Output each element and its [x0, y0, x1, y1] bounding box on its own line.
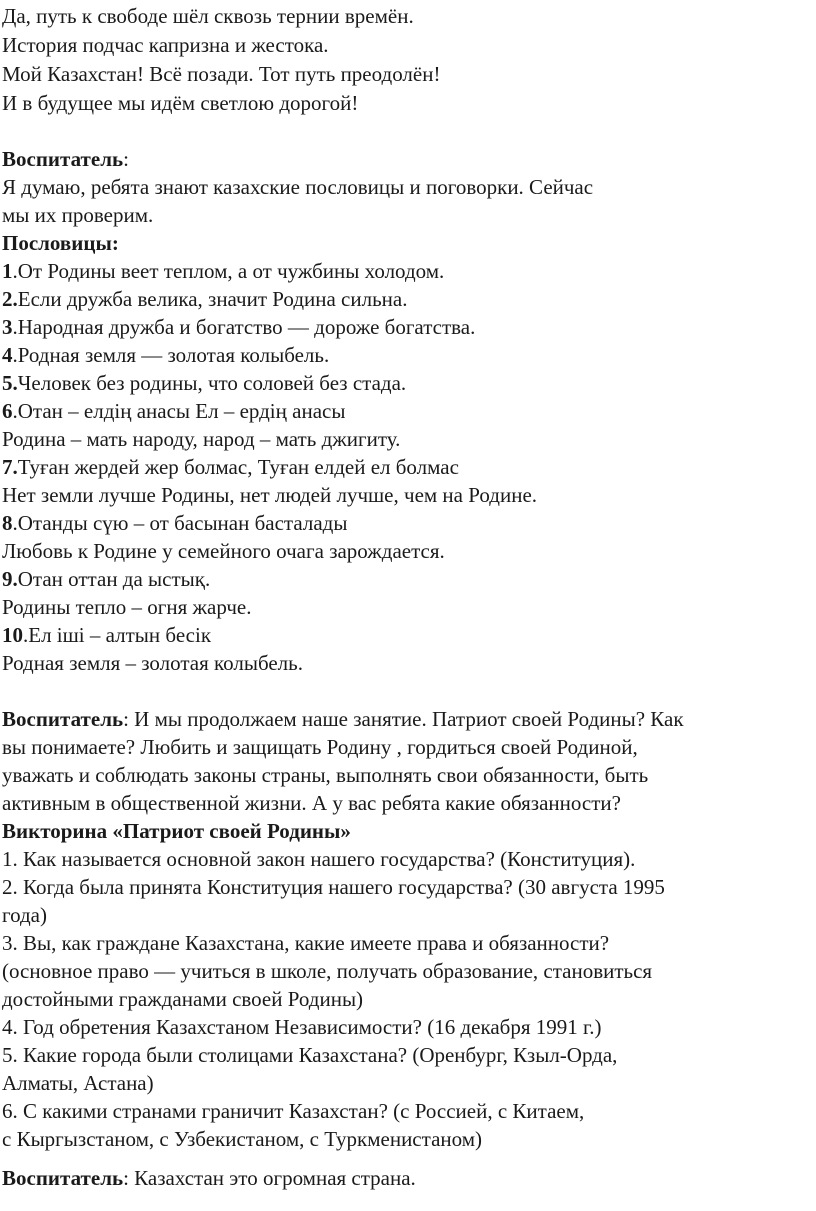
- proverb-text: Народная дружба и богатство — дороже богатства.: [17, 315, 476, 339]
- proverb-item: 10.Ел іші – алтын бесік: [2, 623, 212, 647]
- quiz-line: 6. С какими странами граничит Казахстан? (с Россией, с Китаем,: [2, 1099, 585, 1123]
- proverb-text: Ел іші – алтын бесік: [28, 623, 212, 647]
- proverb-text: Туған жердей жер болмас, Туған елдей ел болмас: [17, 455, 459, 479]
- proverb-item: 6.Отан – елдің анасы Ел – ердің анасы: [2, 399, 346, 423]
- proverb-item: [2, 285, 407, 313]
- speaker-line: [2, 145, 129, 173]
- poem-line: Мой Казахстан! Всё позади. Тот путь преодолён!: [2, 62, 441, 86]
- quiz-line: 4. Год обретения Казахстаном Независимости? (16 декабря 1991 г.): [2, 1015, 602, 1039]
- proverb-translation: Родина – мать народу, народ – мать джигиту.: [2, 427, 401, 451]
- quiz-line: 1. Как называется основной закон нашего государства? (Конституция).: [2, 847, 636, 871]
- proverb-item: [2, 369, 406, 397]
- proverb-number: 3: [2, 315, 13, 339]
- proverb-number: 10: [2, 623, 23, 647]
- proverb-text: Если дружба велика, значит Родина сильна.: [17, 287, 408, 311]
- poem-line: И в будущее мы идём светлою дорогой!: [2, 91, 359, 115]
- paragraph-line: вы понимаете? Любить и защищать Родину , гордиться своей Родиной,: [2, 735, 638, 759]
- proverb-translation: Родная земля – золотая колыбель.: [2, 651, 303, 675]
- proverb-translation: Нет земли лучше Родины, нет людей лучше, чем на Родине.: [2, 483, 538, 507]
- proverb-number: 1: [2, 259, 13, 283]
- poem-line: Да, путь к свободе шёл сквозь тернии времён.: [2, 4, 414, 28]
- quiz-line: года): [2, 903, 47, 927]
- speaker-label: Воспитатель: [2, 1166, 124, 1190]
- proverb-number: 6: [2, 399, 13, 423]
- quiz-line: 5. Какие города были столицами Казахстана? (Оренбург, Кзыл-Орда,: [2, 1043, 618, 1067]
- speaker-label: Воспитатель: [2, 147, 124, 171]
- proverb-number: 7.: [2, 455, 18, 479]
- proverb-item: 8.Отанды сүю – от басынан басталады: [2, 511, 348, 535]
- speaker-colon: :: [123, 147, 129, 171]
- proverb-text: Отан – елдің анасы Ел – ердің анасы: [17, 399, 346, 423]
- proverb-translation: Родины тепло – огня жарче.: [2, 595, 252, 619]
- paragraph-text: : И мы продолжаем наше занятие. Патриот своей Родины? Как: [123, 707, 684, 731]
- quiz-line: достойными гражданами своей Родины): [2, 987, 364, 1011]
- paragraph-line: Я думаю, ребята знают казахские пословицы и поговорки. Сейчас: [2, 175, 594, 199]
- quiz-line: с Кыргызстаном, с Узбекистаном, с Туркменистаном): [2, 1127, 483, 1151]
- speaker-line: [2, 1164, 416, 1192]
- speaker-label: Воспитатель: [2, 707, 124, 731]
- proverb-translation: Любовь к Родине у семейного очага зарождается.: [2, 539, 445, 563]
- quiz-line: 2. Когда была принята Конституция нашего государства? (30 августа 1995: [2, 875, 665, 899]
- proverb-text: От Родины веет теплом, а от чужбины холодом.: [17, 259, 445, 283]
- proverb-number: 2.: [2, 287, 18, 311]
- quiz-line: (основное право — учиться в школе, получать образование, становиться: [2, 959, 653, 983]
- proverb-number: 9.: [2, 567, 18, 591]
- paragraph-line: уважать и соблюдать законы страны, выполнять свои обязанности, быть: [2, 763, 649, 787]
- quiz-line: Алматы, Астана): [2, 1071, 154, 1095]
- speaker-line: [2, 705, 684, 733]
- proverbs-heading: Пословицы:: [2, 231, 119, 255]
- quiz-line: 3. Вы, как граждане Казахстана, какие имеете права и обязанности?: [2, 931, 610, 955]
- paragraph-line: активным в общественной жизни. А у вас ребята какие обязанности?: [2, 791, 621, 815]
- quiz-heading: Викторина «Патриот своей Родины»: [2, 819, 351, 843]
- proverb-item: 1.От Родины веет теплом, а от чужбины холодом.: [2, 259, 445, 283]
- proverb-item: 3.Народная дружба и богатство — дороже богатства.: [2, 315, 476, 339]
- proverb-text: Человек без родины, что соловей без стада.: [17, 371, 407, 395]
- proverb-text: Отан оттан да ыстық.: [17, 567, 211, 591]
- proverb-number: 8: [2, 511, 13, 535]
- proverb-number: 5.: [2, 371, 18, 395]
- proverb-number: 4: [2, 343, 13, 367]
- paragraph-text: : Казахстан это огромная страна.: [123, 1166, 416, 1190]
- proverb-item: 4.Родная земля — золотая колыбель.: [2, 343, 330, 367]
- proverb-text: Отанды сүю – от басынан басталады: [17, 511, 348, 535]
- proverb-item: [2, 453, 459, 481]
- proverb-item: [2, 565, 210, 593]
- proverb-text: Родная земля — золотая колыбель.: [17, 343, 330, 367]
- poem-line: История подчас капризна и жестока.: [2, 33, 329, 57]
- paragraph-line: мы их проверим.: [2, 203, 154, 227]
